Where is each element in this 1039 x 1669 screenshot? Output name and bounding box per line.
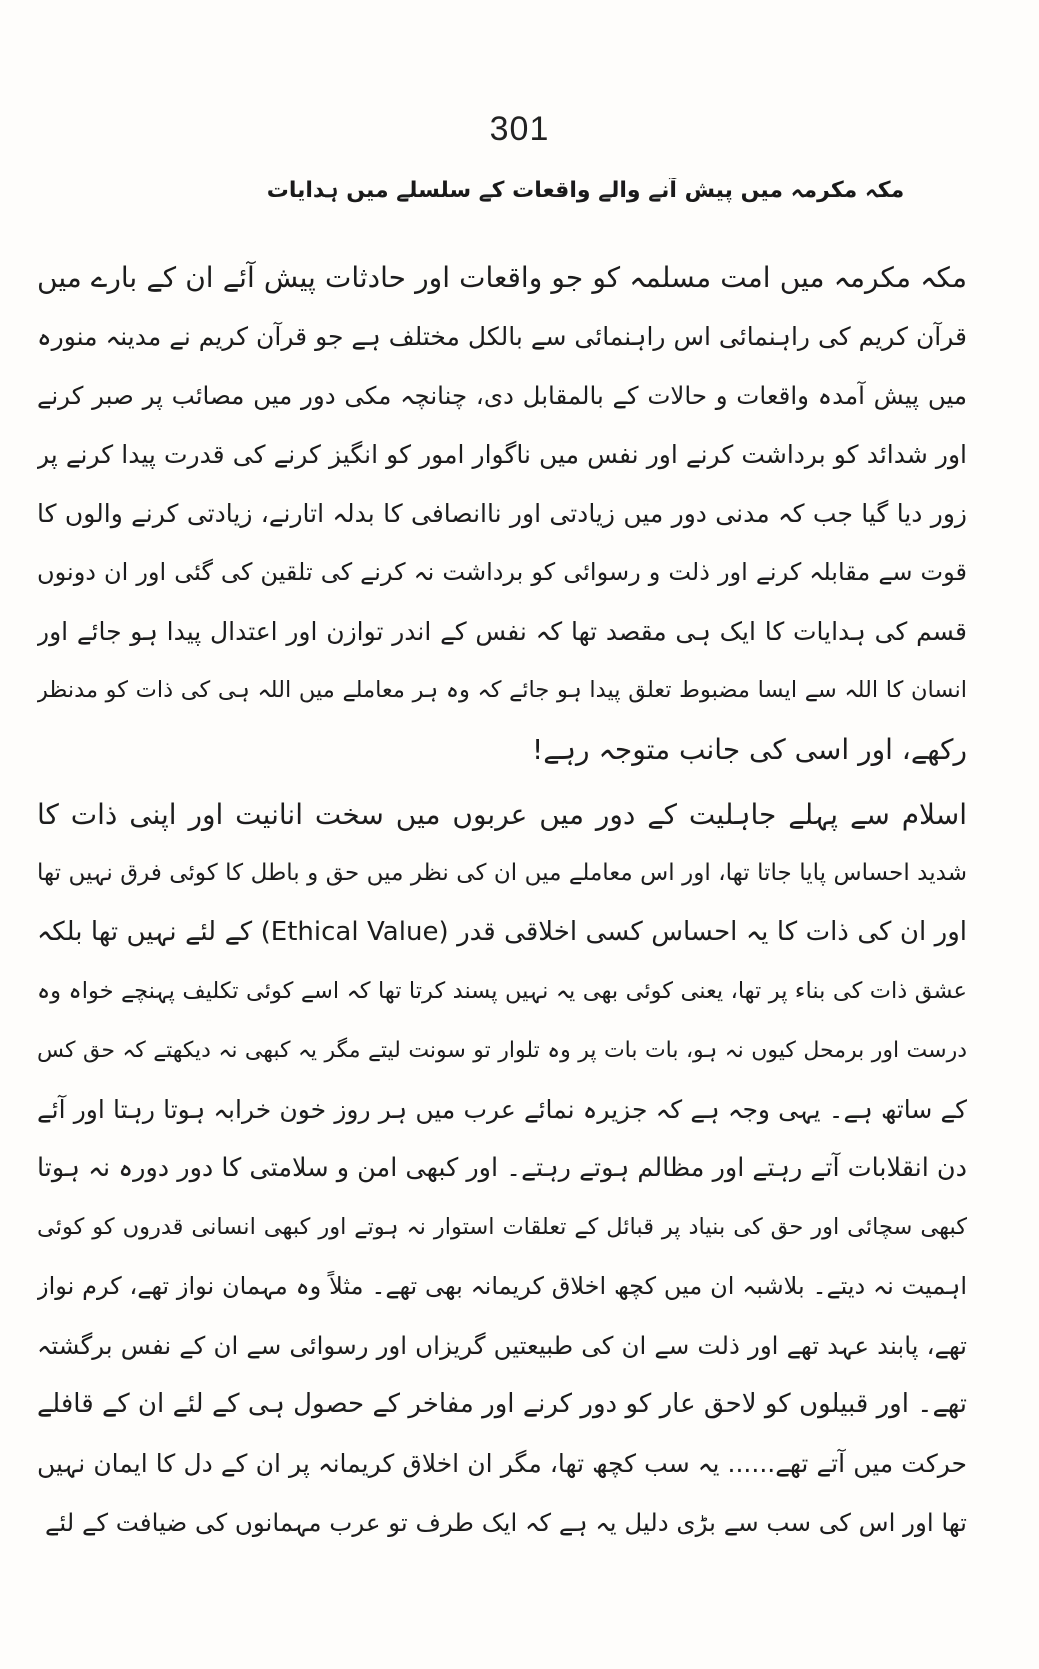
text-line: تھے، پابند عہد تھے اور ذلت سے ان کی طبیعتیں گریزاں اور رسوائی سے ان کے نفس برگشتہ xyxy=(37,1331,967,1360)
section-heading: مکہ مکرمہ میں پیش آنے والے واقعات کے سلسلے میں ہدایات xyxy=(266,178,905,203)
text-line: قوت سے مقابلہ کرنے اور ذلت و رسوائی کو برداشت نہ کرنے کی تلقین کی گئی اور ان دونوں xyxy=(37,558,967,586)
text-line: میں پیش آمدہ واقعات و حالات کے بالمقابل دی، چنانچہ مکی دور میں مصائب پر صبر کرنے xyxy=(37,381,967,410)
text-line: رکھے، اور اسی کی جانب متوجہ رہے! xyxy=(532,733,967,766)
paragraph-1 xyxy=(37,248,967,779)
text-line: کے ساتھ ہے۔ یہی وجہ ہے کہ جزیرہ نمائے عرب میں ہر روز خون خرابہ ہوتا رہتا اور آئے xyxy=(37,1095,967,1124)
paragraph-2 xyxy=(37,785,967,1552)
text-line: شدید احساس پایا جاتا تھا، اور اس معاملے میں ان کی نظر میں حق و باطل کا کوئی فرق نہیں تھا xyxy=(37,860,967,886)
text-line: اسلام سے پہلے جاہلیت کے دور میں عربوں میں سخت انانیت اور اپنی ذات کا xyxy=(37,798,967,831)
text-line: مکہ مکرمہ میں امت مسلمہ کو جو واقعات اور حادثات پیش آئے ان کے بارے میں xyxy=(37,261,967,294)
text-line: اور شدائد کو برداشت کرنے اور نفس میں ناگوار امور کو انگیز کرنے کی قدرت پیدا کرنے پر xyxy=(37,440,967,469)
text-line: زور دیا گیا جب کہ مدنی دور میں زیادتی اور ناانصافی کا بدلہ اتارنے، زیادتی کرنے والوں کا xyxy=(37,499,967,528)
text-line: اہمیت نہ دیتے۔ بلاشبہ ان میں کچھ اخلاق کریمانہ بھی تھے۔ مثلاً وہ مہمان نواز تھے، کرم نواز xyxy=(37,1272,967,1300)
text-line: قرآن کریم کی راہنمائی اس راہنمائی سے بالکل مختلف ہے جو قرآن کریم نے مدینہ منورہ xyxy=(37,322,967,351)
text-line: انسان کا اللہ سے ایسا مضبوط تعلق پیدا ہو جائے کہ وہ ہر معاملے میں اللہ ہی کی ذات کو مدنظر xyxy=(37,677,967,703)
page-number: 301 xyxy=(489,110,550,148)
text-line: حرکت میں آتے تھے...... یہ سب کچھ تھا، مگر ان اخلاق کریمانہ پر ان کے دل کا ایمان نہیں xyxy=(37,1449,967,1478)
text-line: اور ان کی ذات کا یہ احساس کسی اخلاقی قدر (Ethical Value) کے لئے نہیں تھا بلکہ xyxy=(37,917,967,947)
text-line: قسم کی ہدایات کا ایک ہی مقصد تھا کہ نفس کے اندر توازن اور اعتدال پیدا ہو جائے اور xyxy=(37,617,967,646)
text-line: دن انقلابات آتے رہتے اور مظالم ہوتے رہتے۔ اور کبھی امن و سلامتی کا دور دورہ نہ ہوتا xyxy=(37,1153,967,1183)
text-line: تھے۔ اور قبیلوں کو لاحق عار کو دور کرنے اور مفاخر کے حصول ہی کے لئے ان کے قافلے xyxy=(37,1389,967,1419)
text-line: درست اور برمحل کیوں نہ ہو، بات بات پر وہ تلوار تو سونت لیتے مگر یہ کبھی نہ دیکھتے کہ حق کس xyxy=(37,1038,967,1063)
text-line: عشق ذات کی بناء پر تھا، یعنی کوئی بھی یہ نہیں پسند کرتا تھا کہ اسے کوئی تکلیف پہنچے خواہ وہ xyxy=(37,978,967,1004)
body-text xyxy=(37,248,967,1552)
text-line: تھا اور اس کی سب سے بڑی دلیل یہ ہے کہ ایک طرف تو عرب مہمانوں کی ضیافت کے لئے xyxy=(45,1508,967,1537)
text-line: کبھی سچائی اور حق کی بنیاد پر قبائل کے تعلقات استوار نہ ہوتے اور کبھی انسانی قدروں کو کوئی xyxy=(37,1214,967,1240)
